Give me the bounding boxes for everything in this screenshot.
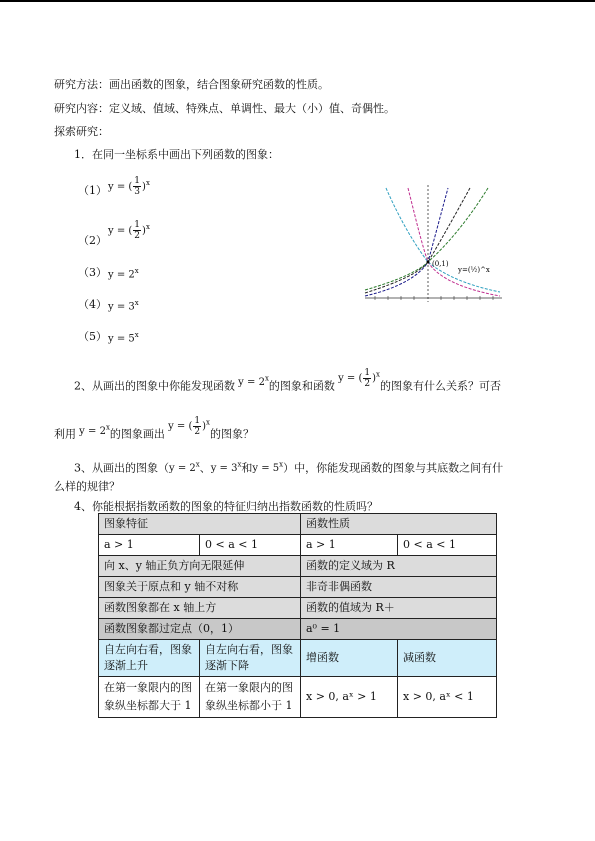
function-item-3: （3） $y = 2^x$ bbox=[78, 266, 139, 281]
function-item-2: （2） y = ( $\frac{1}{2}$ )$^x$ bbox=[78, 220, 150, 247]
table-cell: 自左向右看，图象逐渐下降 bbox=[200, 640, 301, 677]
table-header-row bbox=[99, 514, 497, 535]
table-cell: 函数的值域为 R＋ bbox=[301, 598, 497, 619]
question-1: 1．在同一坐标系中画出下列函数的图象： bbox=[74, 148, 279, 161]
table-cell: x > 0, aˣ > 1 bbox=[301, 677, 398, 718]
table-cell: 减函数 bbox=[398, 640, 497, 677]
top-rule bbox=[0, 0, 595, 2]
table-cell: a > 1 bbox=[301, 535, 398, 556]
research-method: 研究方法：画出函数的图象，结合图象研究函数的性质。 bbox=[54, 78, 329, 91]
table-row bbox=[99, 577, 497, 598]
question-3-line-2: 么样的规律？ bbox=[54, 480, 120, 493]
research-content: 研究内容：定义域、值域、特殊点、单调性、最大（小）值、奇偶性。 bbox=[54, 102, 395, 115]
table-cell: 增函数 bbox=[301, 640, 398, 677]
table-cell: 向 x、y 轴正负方向无限延伸 bbox=[99, 556, 301, 577]
header-graph-features: 图象特征 bbox=[99, 514, 301, 535]
table-row bbox=[99, 598, 497, 619]
table-cell: 自左向右看，图象逐渐上升 bbox=[99, 640, 200, 677]
table-cell: 函数的定义域为 R bbox=[301, 556, 497, 577]
question-2-line-1: 2、从画出的图象中你能发现函数 $y = 2^x$的图象和函数 y = ( $\frac{1}{2}$ )$^x$的图象有什么关系？可否 bbox=[74, 368, 501, 393]
table-row bbox=[99, 619, 497, 640]
function-item-1: （1） y = ( $\frac{1}{3}$ )$^x$ bbox=[78, 176, 150, 198]
table-cell: 0 < a < 1 bbox=[398, 535, 497, 556]
table-cell: a⁰ = 1 bbox=[301, 619, 497, 640]
function-item-4: （4） $y = 3^x$ bbox=[78, 298, 139, 313]
table-cell: a > 1 bbox=[99, 535, 200, 556]
exponential-graphs bbox=[360, 180, 505, 305]
table-cell: 图象关于原点和 y 轴不对称 bbox=[99, 577, 301, 598]
table-cell: 在第一象限内的图象纵坐标都大于 1 bbox=[99, 677, 200, 718]
explore-heading: 探索研究： bbox=[54, 125, 109, 138]
table-cell: x > 0, aˣ < 1 bbox=[398, 677, 497, 718]
properties-table bbox=[98, 513, 497, 718]
question-2-line-2: 利用 $y = 2^x$的图象画出 y = ( $\frac{1}{2}$ )$^x$的图象？ bbox=[54, 416, 254, 441]
graph-point-label: (0,1) bbox=[432, 260, 449, 268]
table-cell: 非奇非偶函数 bbox=[301, 577, 497, 598]
table-row bbox=[99, 640, 497, 677]
table-cell: 函数图象都在 x 轴上方 bbox=[99, 598, 301, 619]
table-cell: 在第一象限内的图象纵坐标都小于 1 bbox=[200, 677, 301, 718]
question-4: 4、你能根据指数函数的图象的特征归纳出指数函数的性质吗？ bbox=[74, 500, 378, 513]
table-cell: 0 < a < 1 bbox=[200, 535, 301, 556]
header-function-properties: 函数性质 bbox=[301, 514, 497, 535]
table-row bbox=[99, 535, 497, 556]
graph-curve-label: y=(½)^x bbox=[458, 266, 490, 274]
table-row bbox=[99, 556, 497, 577]
function-item-5: （5） $y = 5^x$ bbox=[78, 330, 139, 345]
question-3-line-1: 3、从画出的图象（$y = 2^x$、$y = 3^x$和$y = 5^x$）中，你能发现函数的图象与其底数之间有什 bbox=[74, 461, 504, 475]
table-cell: 函数图象都过定点（0，1） bbox=[99, 619, 301, 640]
table-row bbox=[99, 677, 497, 718]
